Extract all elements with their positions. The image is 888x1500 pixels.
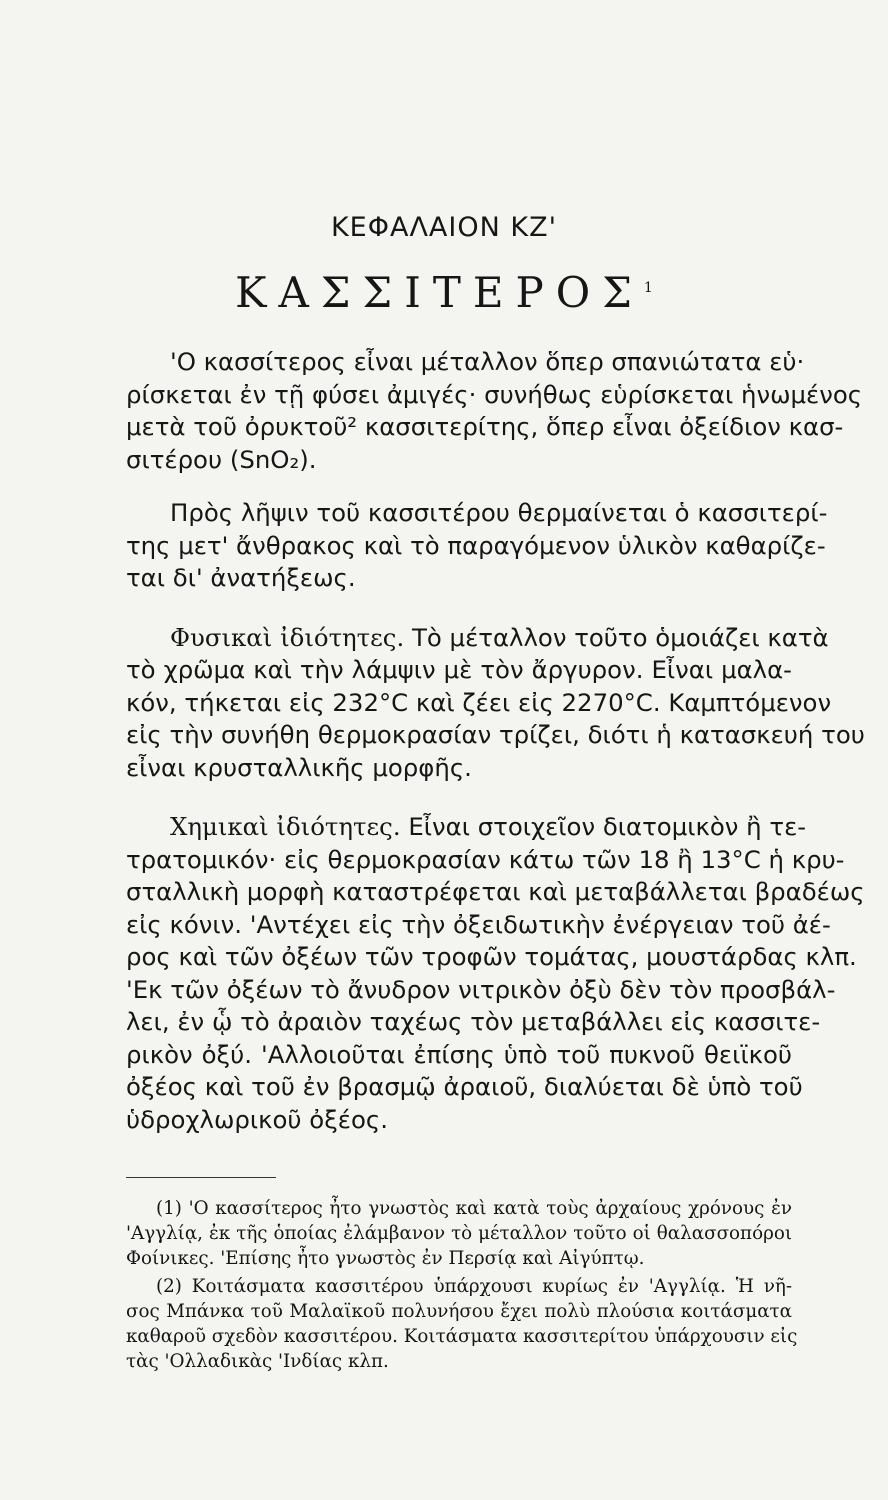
text-line: Πρὸς λῆψιν τοῦ κασσιτέρου θερμαίνεται ὁ κασσιτερί- <box>170 498 828 527</box>
title-text: ΚΑΣΣΙΤΕΡΟΣ <box>235 268 644 317</box>
footnote-line: (1) 'Ο κασσίτερος ἦτο γνωστὸς καὶ κατὰ τοὺς ἀρχαίους χρόνους ἐν <box>156 1198 792 1219</box>
text-line: σιτέρου (SnO₂). <box>126 444 317 474</box>
text-line: 'Ο κασσίτερος εἶναι μέταλλον ὅπερ σπανιώτατα εὑ· <box>170 347 805 376</box>
text-line: 'Εκ τῶν ὀξέων τὸ ἄνυδρον νιτρικὸν ὀξὺ δὲν τὸν προσβάλ- <box>126 974 836 1004</box>
text-line: ρος καὶ τῶν ὀξέων τῶν τροφῶν τομάτας, μουστάρδας κλπ. <box>126 942 857 971</box>
title-footnote-mark: 1 <box>643 280 653 296</box>
text-line: λει, ἐν ᾧ τὸ ἀραιὸν ταχέως τὸν μεταβάλλει εἰς κασσιτε- <box>126 1007 821 1036</box>
footnote-2 <box>126 1274 798 1374</box>
text-line <box>126 811 807 844</box>
text-line: σταλλικὴ μορφὴ καταστρέφεται καὶ μεταβάλλεται βραδέως <box>126 877 865 906</box>
footnotes <box>126 1196 798 1377</box>
text-line: τὸ χρῶμα καὶ τὴν λάμψιν μὲ τὸν ἄργυρον. Εἶναι μαλα- <box>126 655 792 684</box>
footnote-line: καθαροῦ σχεδὸν κασσιτέρου. Κοιτάσματα κασσιτερίτου ὑπάρχουσιν εἰς <box>126 1326 798 1347</box>
paragraph-physical-properties <box>126 622 865 785</box>
footnote-divider <box>126 1177 276 1178</box>
main-text <box>126 346 865 1166</box>
text-line: εἰς κόνιν. 'Αντέχει εἰς τὴν ὀξειδωτικὴν ἐνέργειαν τοῦ ἀέ- <box>126 909 831 939</box>
footnote-line: 'Αγγλίᾳ, ἐκ τῆς ὁποίας ἐλάμβανον τὸ μέταλλον τοῦτο οἱ θαλασσοπόροι <box>126 1223 792 1244</box>
footnote-line: τὰς 'Ολλαδικὰς 'Ινδίας κλπ. <box>126 1351 389 1372</box>
text-line <box>126 622 829 655</box>
footnote-1 <box>126 1196 792 1271</box>
section-heading-chemical: Χημικαὶ ἰδιότητες. <box>170 812 401 841</box>
text-line: ται δι' ἀνατήξεως. <box>126 563 356 592</box>
text-line: ὀξέος καὶ τοῦ ἐν βρασμῷ ἀραιοῦ, διαλύεται δὲ ὑπὸ τοῦ <box>126 1072 803 1101</box>
text-fragment: Εἶναι στοιχεῖον διατομικὸν ἢ τε- <box>408 812 807 841</box>
paragraph-chemical-properties <box>126 811 865 1136</box>
text-line: κόν, τήκεται εἰς 232°C καὶ ζέει εἰς 2270°C. Καμπτόμενον <box>126 687 832 717</box>
chapter-heading: ΚΕΦΑΛΑΙΟΝ ΚΖ' <box>330 212 558 243</box>
chapter-title <box>0 268 888 317</box>
paragraph-extraction <box>126 497 828 595</box>
text-line: εἰς τὴν συνήθη θερμοκρασίαν τρίζει, διότι ἡ κατασκευή του <box>126 720 865 749</box>
footnote-line: (2) Κοιτάσματα κασσιτέρου ὑπάρχουσι κυρίως ἐν 'Αγγλίᾳ. Ἡ νῆ- <box>156 1276 792 1297</box>
text-line: ὑδροχλωρικοῦ ὀξέος. <box>126 1104 388 1134</box>
text-line: ρίσκεται ἐν τῇ φύσει ἀμιγές· συνήθως εὑρίσκεται ἡνωμένος <box>126 379 863 409</box>
section-heading-physical: Φυσικαὶ ἰδιότητες. <box>170 622 405 652</box>
paragraph-intro <box>126 346 863 476</box>
text-line: τρατομικόν· εἰς θερμοκρασίαν κάτω τῶν 18 ἢ 13°C ἡ κρυ- <box>126 844 845 874</box>
text-line: ρικὸν ὀξύ. 'Αλλοιοῦται ἐπίσης ὑπὸ τοῦ πυκνοῦ θειϊκοῦ <box>126 1039 792 1069</box>
text-line: της μετ' ἄνθρακος καὶ τὸ παραγόμενον ὑλικὸν καθαρίζε- <box>126 530 826 560</box>
text-line: εἶναι κρυσταλλικῆς μορφῆς. <box>126 752 472 782</box>
text-line: μετὰ τοῦ ὀρυκτοῦ² κασσιτερίτης, ὅπερ εἶναι ὀξείδιον κασ- <box>126 412 844 441</box>
footnote-line: σος Μπάνκα τοῦ Μαλαϊκοῦ πολυνήσου ἔχει πολὺ πλούσια κοιτάσματα <box>126 1301 792 1322</box>
text-fragment: Τὸ μέταλλον τοῦτο ὁμοιάζει κατὰ <box>411 622 829 652</box>
footnote-line: Φοίνικες. 'Επίσης ἦτο γνωστὸς ἐν Περσίᾳ καὶ Αἰγύπτῳ. <box>126 1248 645 1269</box>
